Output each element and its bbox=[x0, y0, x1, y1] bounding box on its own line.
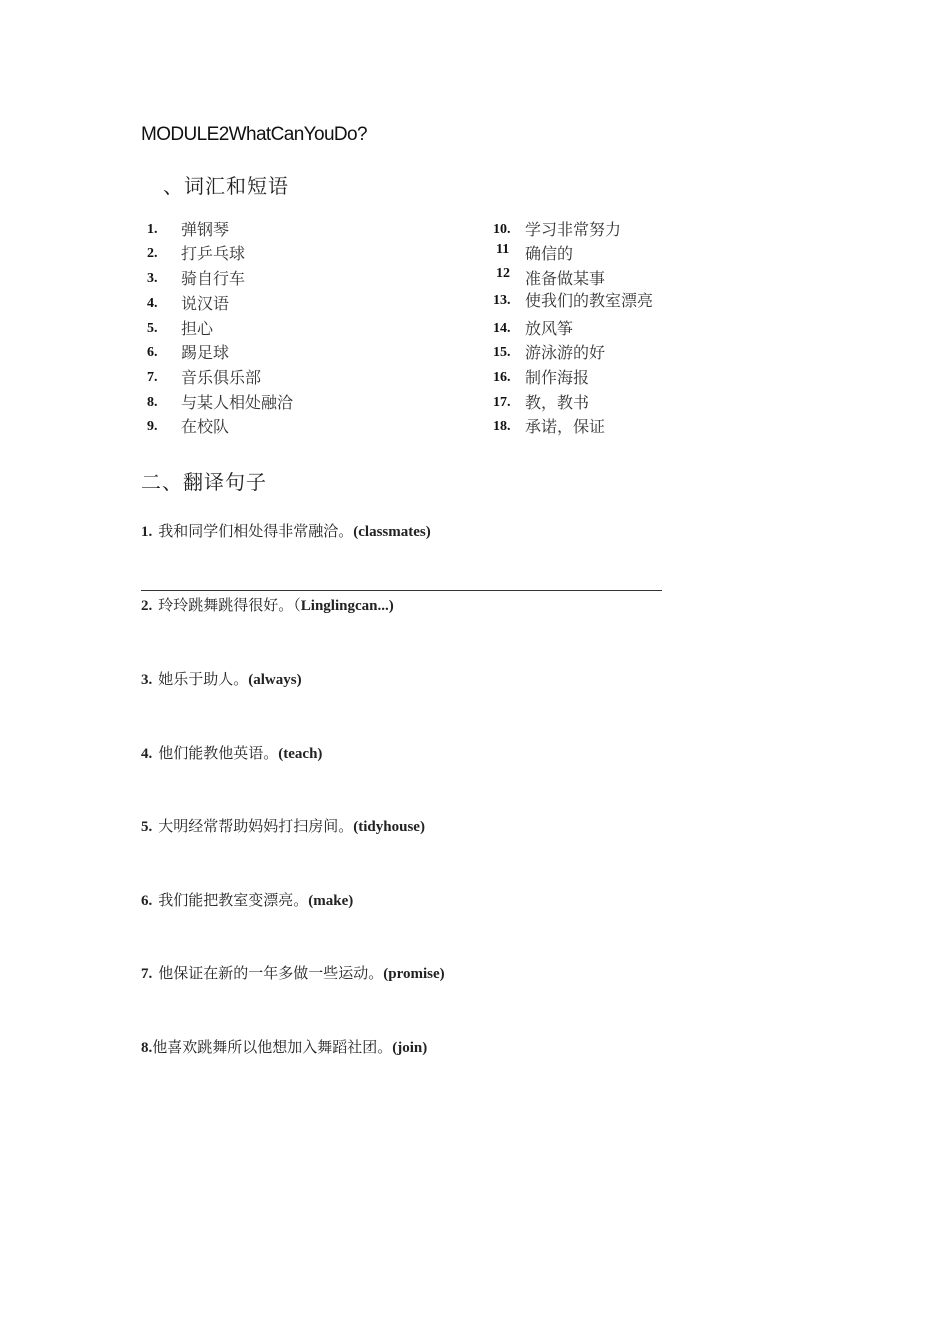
sentence-item bbox=[141, 815, 425, 836]
sentence-text: 她乐于助人。 bbox=[158, 670, 249, 688]
vocab-number: 6. bbox=[147, 345, 158, 360]
sentence-number: 1. bbox=[141, 524, 153, 540]
vocab-text: 确信的 bbox=[525, 244, 574, 263]
vocab-text: 准备做某事 bbox=[525, 269, 606, 288]
vocab-number: 14. bbox=[493, 321, 511, 336]
sentence-text: 玲玲跳舞跳得很好。（ bbox=[158, 596, 301, 614]
sentence-hint: (tidyhouse) bbox=[353, 819, 425, 835]
vocab-number: 15. bbox=[493, 345, 511, 360]
sentence-hint: (make) bbox=[308, 893, 354, 909]
vocab-text: 在校队 bbox=[181, 417, 230, 436]
vocab-number: 9. bbox=[147, 419, 158, 434]
sentence-text: 他们能教他英语。 bbox=[158, 744, 279, 762]
sentence-item bbox=[141, 742, 322, 763]
sentence-text: 我们能把教室变漂亮。 bbox=[158, 891, 309, 909]
vocab-number: 4. bbox=[147, 296, 158, 311]
vocab-text: 与某人相处融洽 bbox=[181, 393, 294, 412]
sentence-number: 4. bbox=[141, 746, 153, 762]
sentence-item bbox=[141, 1036, 427, 1057]
sentence-item bbox=[141, 594, 394, 615]
sentence-number: 3. bbox=[141, 672, 153, 688]
section-heading-translation: 二、翻译句子 bbox=[141, 470, 267, 494]
vocab-text: 制作海报 bbox=[525, 368, 590, 387]
sentence-hint: (always) bbox=[248, 672, 302, 688]
vocab-text: 学习非常努力 bbox=[525, 220, 622, 239]
sentence-number: 7. bbox=[141, 966, 153, 982]
sentence-hint: (classmates) bbox=[353, 524, 431, 540]
vocab-text: 骑自行车 bbox=[181, 269, 246, 288]
page-title: MODULE2WhatCanYouDo? bbox=[141, 124, 367, 145]
sentence-item bbox=[141, 668, 302, 689]
sentence-number: 8. bbox=[141, 1040, 153, 1056]
sentence-hint: (join) bbox=[392, 1040, 428, 1056]
sentence-item bbox=[141, 962, 445, 983]
vocab-text: 打乒乓球 bbox=[181, 244, 246, 263]
vocab-text: 使我们的教室漂亮 bbox=[525, 291, 654, 309]
vocab-number: 16. bbox=[493, 370, 511, 385]
vocab-number: 2. bbox=[147, 246, 158, 261]
sentence-hint: (promise) bbox=[383, 966, 445, 982]
sentence-text: 大明经常帮助妈妈打扫房间。 bbox=[158, 817, 354, 835]
vocab-text: 踢足球 bbox=[181, 343, 230, 362]
sentence-hint: (teach) bbox=[278, 746, 323, 762]
answer-line bbox=[141, 590, 662, 591]
vocab-number: 18. bbox=[493, 419, 511, 434]
vocab-text: 音乐俱乐部 bbox=[181, 368, 262, 387]
sentence-number: 6. bbox=[141, 893, 153, 909]
sentence-text: 他喜欢跳舞所以他想加入舞蹈社团。 bbox=[152, 1038, 393, 1056]
vocab-text: 说汉语 bbox=[181, 294, 230, 313]
sentence-text: 我和同学们相处得非常融洽。 bbox=[158, 522, 354, 540]
vocab-text: 教，教书 bbox=[525, 393, 590, 412]
vocab-number: 11 bbox=[496, 242, 510, 257]
vocab-number: 1. bbox=[147, 222, 158, 237]
vocab-number: 5. bbox=[147, 321, 158, 336]
vocab-text: 放风筝 bbox=[525, 319, 574, 338]
sentence-text: 他保证在新的一年多做一些运动。 bbox=[158, 964, 384, 982]
vocab-text: 游泳游的好 bbox=[525, 343, 606, 362]
vocab-number: 7. bbox=[147, 370, 158, 385]
sentence-item bbox=[141, 520, 431, 541]
vocab-number: 12 bbox=[496, 266, 510, 281]
vocab-number: 13. bbox=[493, 293, 511, 308]
sentence-number: 5. bbox=[141, 819, 153, 835]
section-heading-vocabulary: 、词汇和短语 bbox=[163, 174, 289, 198]
vocab-text: 承诺，保证 bbox=[525, 417, 606, 436]
vocab-number: 10. bbox=[493, 222, 511, 237]
sentence-hint: Linglingcan...) bbox=[300, 598, 394, 614]
vocab-text: 担心 bbox=[181, 319, 214, 338]
sentence-item bbox=[141, 889, 353, 910]
vocab-number: 17. bbox=[493, 395, 511, 410]
vocab-text: 弹钢琴 bbox=[181, 220, 230, 239]
vocab-number: 8. bbox=[147, 395, 158, 410]
vocab-number: 3. bbox=[147, 271, 158, 286]
sentence-number: 2. bbox=[141, 598, 153, 614]
